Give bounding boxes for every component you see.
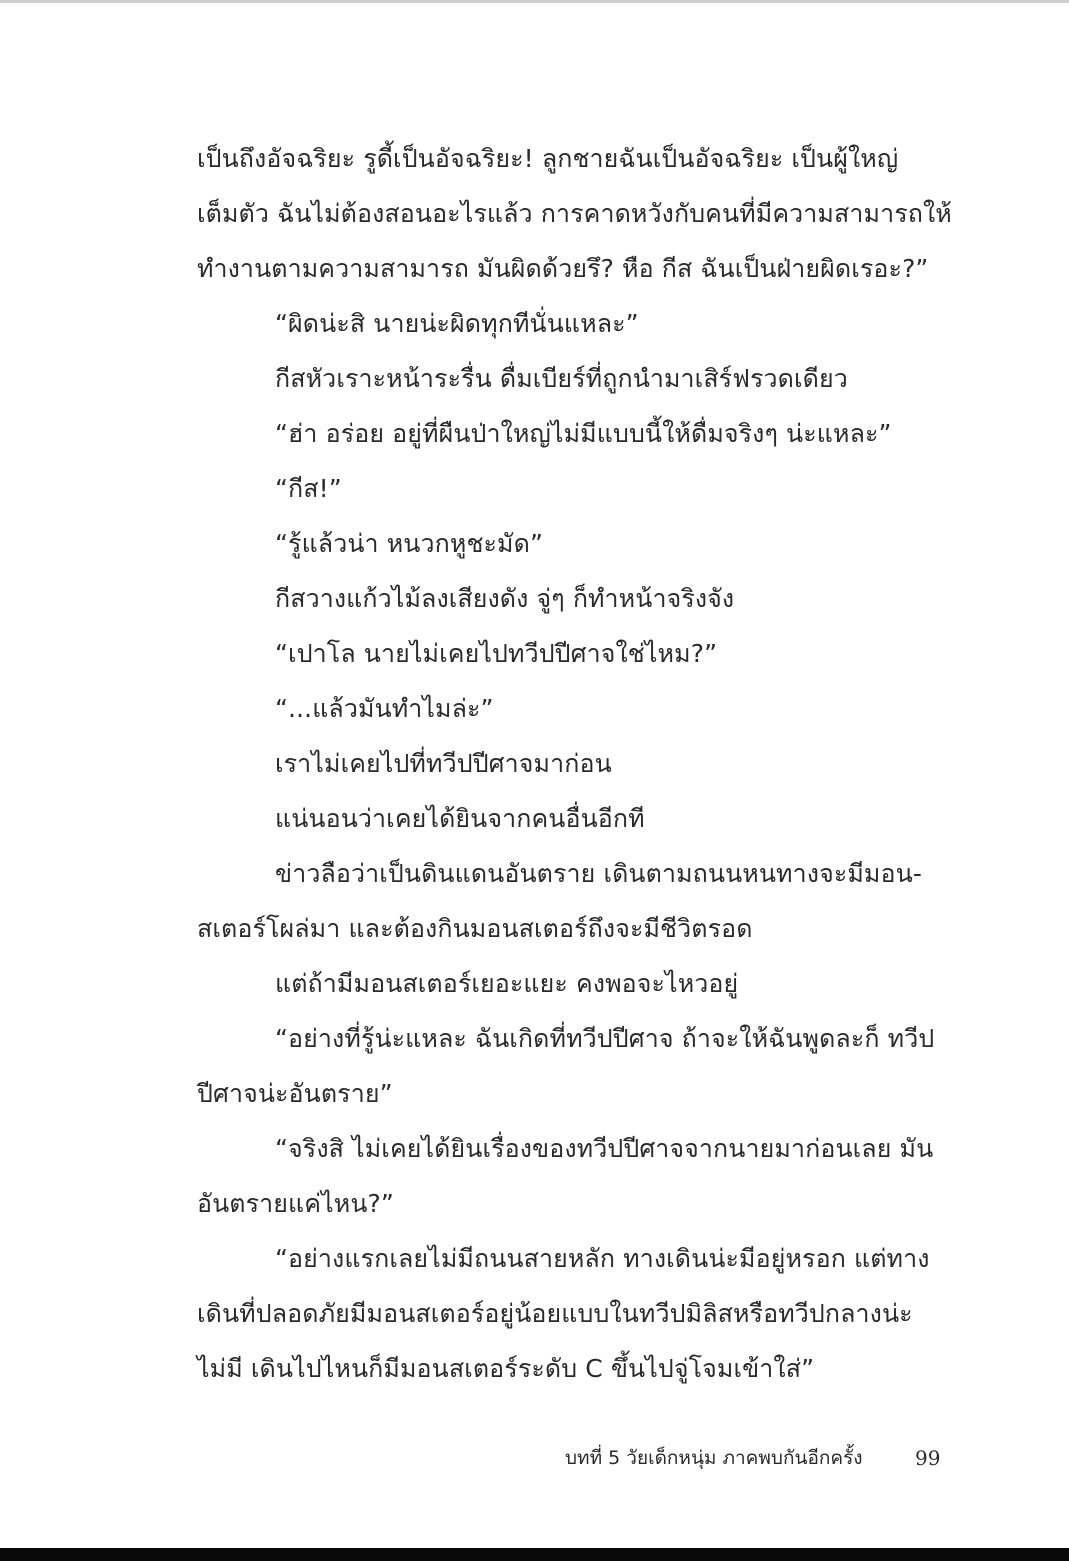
text-line: ข่าวลือว่าเป็นดินแดนอันตราย เดินตามถนนหนทางจะมีมอน- xyxy=(275,859,922,888)
text-line: เป็นถึงอัจฉริยะ รูดี้เป็นอัจฉริยะ! ลูกชายฉันเป็นอัจฉริยะ เป็นผู้ใหญ่ xyxy=(197,144,899,173)
text-line: กีสวางแก้วไม้ลงเสียงดัง จู่ๆ ก็ทำหน้าจริงจัง xyxy=(275,584,735,613)
text-line: เราไม่เคยไปที่ทวีปปีศาจมาก่อน xyxy=(275,749,612,778)
text-line: “...แล้วมันทำไมล่ะ” xyxy=(275,694,494,723)
text-line: “จริงสิ ไม่เคยได้ยินเรื่องของทวีปปีศาจจากนายมาก่อนเลย มัน xyxy=(275,1134,934,1163)
text-line: “ฮ่า อร่อย อยู่ที่ผืนป่าใหญ่ไม่มีแบบนี้ให้ดื่มจริงๆ น่ะแหละ” xyxy=(275,419,892,448)
bottom-edge-bar xyxy=(0,1548,1069,1561)
text-line: ทำงานตามความสามารถ มันผิดด้วยรึ? หือ กีส ฉันเป็นฝ่ายผิดเรอะ?” xyxy=(197,254,929,283)
text-line: “อย่างที่รู้น่ะแหละ ฉันเกิดที่ทวีปปีศาจ ถ้าจะให้ฉันพูดละก็ ทวีป xyxy=(275,1024,935,1053)
text-line: เดินที่ปลอดภัยมีมอนสเตอร์อยู่น้อยแบบในทวีปมิลิสหรือทวีปกลางน่ะ xyxy=(197,1299,913,1328)
text-line: ไม่มี เดินไปไหนก็มีมอนสเตอร์ระดับ C ขึ้นไปจู่โจมเข้าใส่” xyxy=(197,1354,815,1383)
text-line: “อย่างแรกเลยไม่มีถนนสายหลัก ทางเดินน่ะมีอยู่หรอก แต่ทาง xyxy=(275,1244,930,1273)
text-line: สเตอร์โผล่มา และต้องกินมอนสเตอร์ถึงจะมีชีวิตรอด xyxy=(197,914,753,943)
text-line: แต่ถ้ามีมอนสเตอร์เยอะแยะ คงพอจะไหวอยู่ xyxy=(275,969,739,998)
text-line: “กีส!” xyxy=(275,474,342,503)
text-line: “รู้แล้วน่า หนวกหูชะมัด” xyxy=(275,529,544,558)
text-line: ปีศาจน่ะอันตราย” xyxy=(197,1079,393,1108)
running-footer-chapter-title: บทที่ 5 วัยเด็กหนุ่ม ภาคพบกันอีกครั้ง xyxy=(565,1447,863,1469)
text-line: “เปาโล นายไม่เคยไปทวีปปีศาจใช่ไหม?” xyxy=(275,639,718,668)
text-line: “ผิดน่ะสิ นายน่ะผิดทุกทีนั่นแหละ” xyxy=(275,309,639,338)
text-line: อันตรายแค่ไหน?” xyxy=(197,1189,394,1218)
text-line: เต็มตัว ฉันไม่ต้องสอนอะไรแล้ว การคาดหวังกับคนที่มีความสามารถให้ xyxy=(197,199,952,228)
text-line: กีสหัวเราะหน้าระรื่น ดื่มเบียร์ที่ถูกนำมาเสิร์ฟรวดเดียว xyxy=(275,364,848,393)
text-line: แน่นอนว่าเคยได้ยินจากคนอื่นอีกที xyxy=(275,804,645,833)
page-number: 99 xyxy=(915,1446,941,1470)
top-edge-rule xyxy=(0,0,1069,3)
